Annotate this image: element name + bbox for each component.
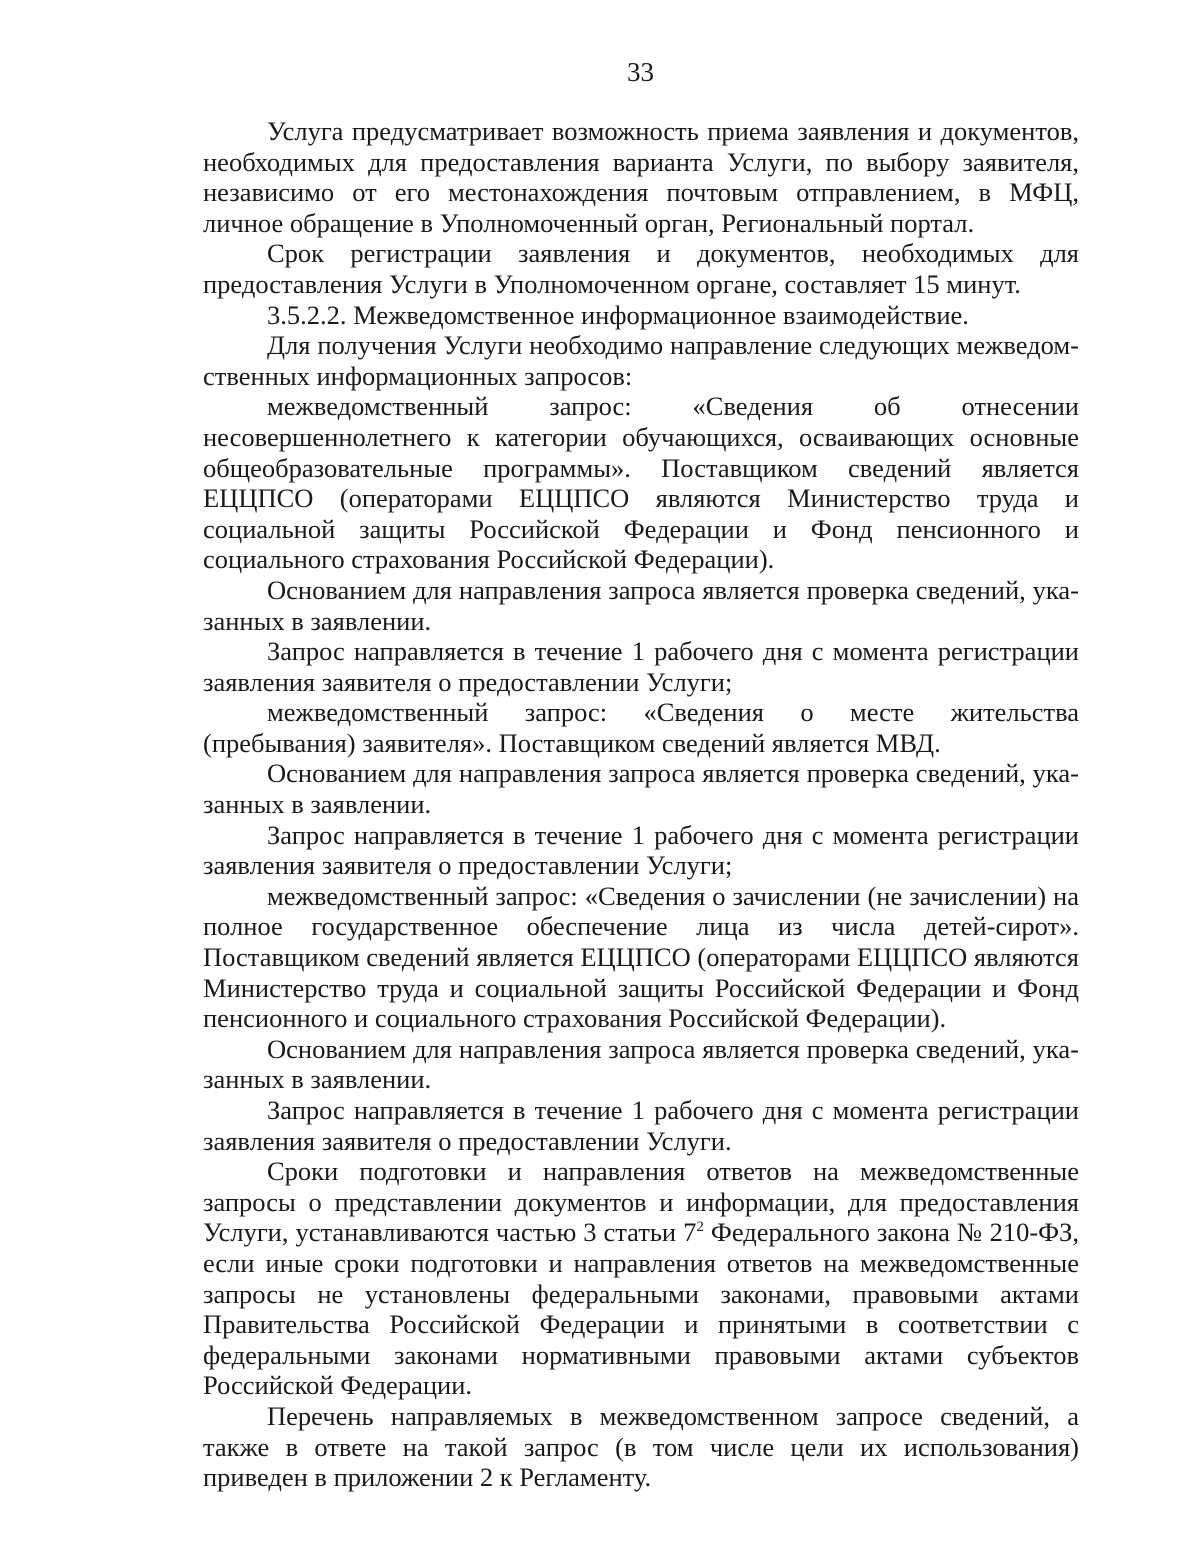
- paragraph-request-students: межведомственный запрос: «Сведения об отнесении несовершеннолетнего к категории обучающихся, осваивающих основные общеобразовательные программы». Поставщиком сведений является ЕЦЦПСО (операторами ЕЦЦПСО являются Министерство труда и социальной защиты Российской Федерации и Фонд пенсионного и социального страхования Российской Федерации).: [203, 391, 1079, 575]
- paragraph-requests-intro: Для получения Услуги необходимо направление следующих межведомственных информационных запросов:: [203, 330, 1079, 391]
- paragraph-request-term-2: Запрос направляется в течение 1 рабочего дня с момента регистрации заявления заявителя о предоставлении Услуги;: [203, 819, 1079, 881]
- article-superscript: 2: [696, 1219, 704, 1236]
- paragraph-request-basis-1: Основанием для направления запроса является проверка сведений, указанных в заявлении.: [203, 574, 1079, 636]
- paragraph-request-term-1: Запрос направляется в течение 1 рабочего дня с момента регистрации заявления заявителя о предоставлении Услуги;: [203, 636, 1079, 697]
- paragraph-request-basis-3: Основанием для направления запроса является проверка сведений, указанных в заявлении.: [203, 1033, 1079, 1095]
- response-terms-text-b: Федерального закона № 210-ФЗ, если иные сроки подготовки и направления ответов на межведомственные запросы не установлены федеральными законами, правовыми актами Правительства Российской Федерации и принятыми в соответствии с федеральными законами нормативными правовыми актами субъектов Российской Федерации.: [203, 1217, 1079, 1401]
- response-terms-text-a: Сроки подготовки и направления ответов на межведомственные запросы о представлении документов и информации, для предоставления Услуги, устанавливаются частью 3 статьи 7: [203, 1156, 1079, 1248]
- paragraph-appendix-reference: Перечень направляемых в межведомственном запросе сведений, а также в ответе на такой запрос (в том числе цели их использования) приведен в приложении 2 к Регламенту.: [203, 1400, 1079, 1493]
- paragraph-request-term-3: Запрос направляется в течение 1 рабочего дня с момента регистрации заявления заявителя о предоставлении Услуги.: [203, 1095, 1079, 1156]
- section-heading-interagency: 3.5.2.2. Межведомственное информационное взаимодействие.: [267, 299, 969, 330]
- page-number: 33: [627, 57, 654, 87]
- paragraph-response-terms: [203, 1156, 1079, 1401]
- document-body: [203, 116, 1079, 1493]
- paragraph-request-basis-2: Основанием для направления запроса является проверка сведений, указанных в заявлении.: [203, 758, 1079, 820]
- paragraph-reception-options: Услуга предусматривает возможность приема заявления и документов, необходимых для предоставления варианта Услуги, по выбору заявителя, независимо от его местонахождения почтовым отправлением, в МФЦ, личное обращение в Уполномоченный орган, Региональный портал.: [203, 116, 1079, 238]
- paragraph-request-residence: межведомственный запрос: «Сведения о месте жительства (пребывания) заявителя». Поставщиком сведений является МВД.: [203, 697, 1079, 758]
- paragraph-registration-term: Срок регистрации заявления и документов, необходимых для предоставления Услуги в Уполномоченном органе, составляет 15 минут.: [203, 238, 1079, 299]
- paragraph-request-orphans: межведомственный запрос: «Сведения о зачислении (не зачислении) на полное государственное обеспечение лица из числа детей-сирот». Поставщиком сведений является ЕЦЦПСО (операторами ЕЦЦПСО являются Министерство труда и социальной защиты Российской Федерации и Фонд пенсионного и социального страхования Российской Федерации).: [203, 880, 1079, 1034]
